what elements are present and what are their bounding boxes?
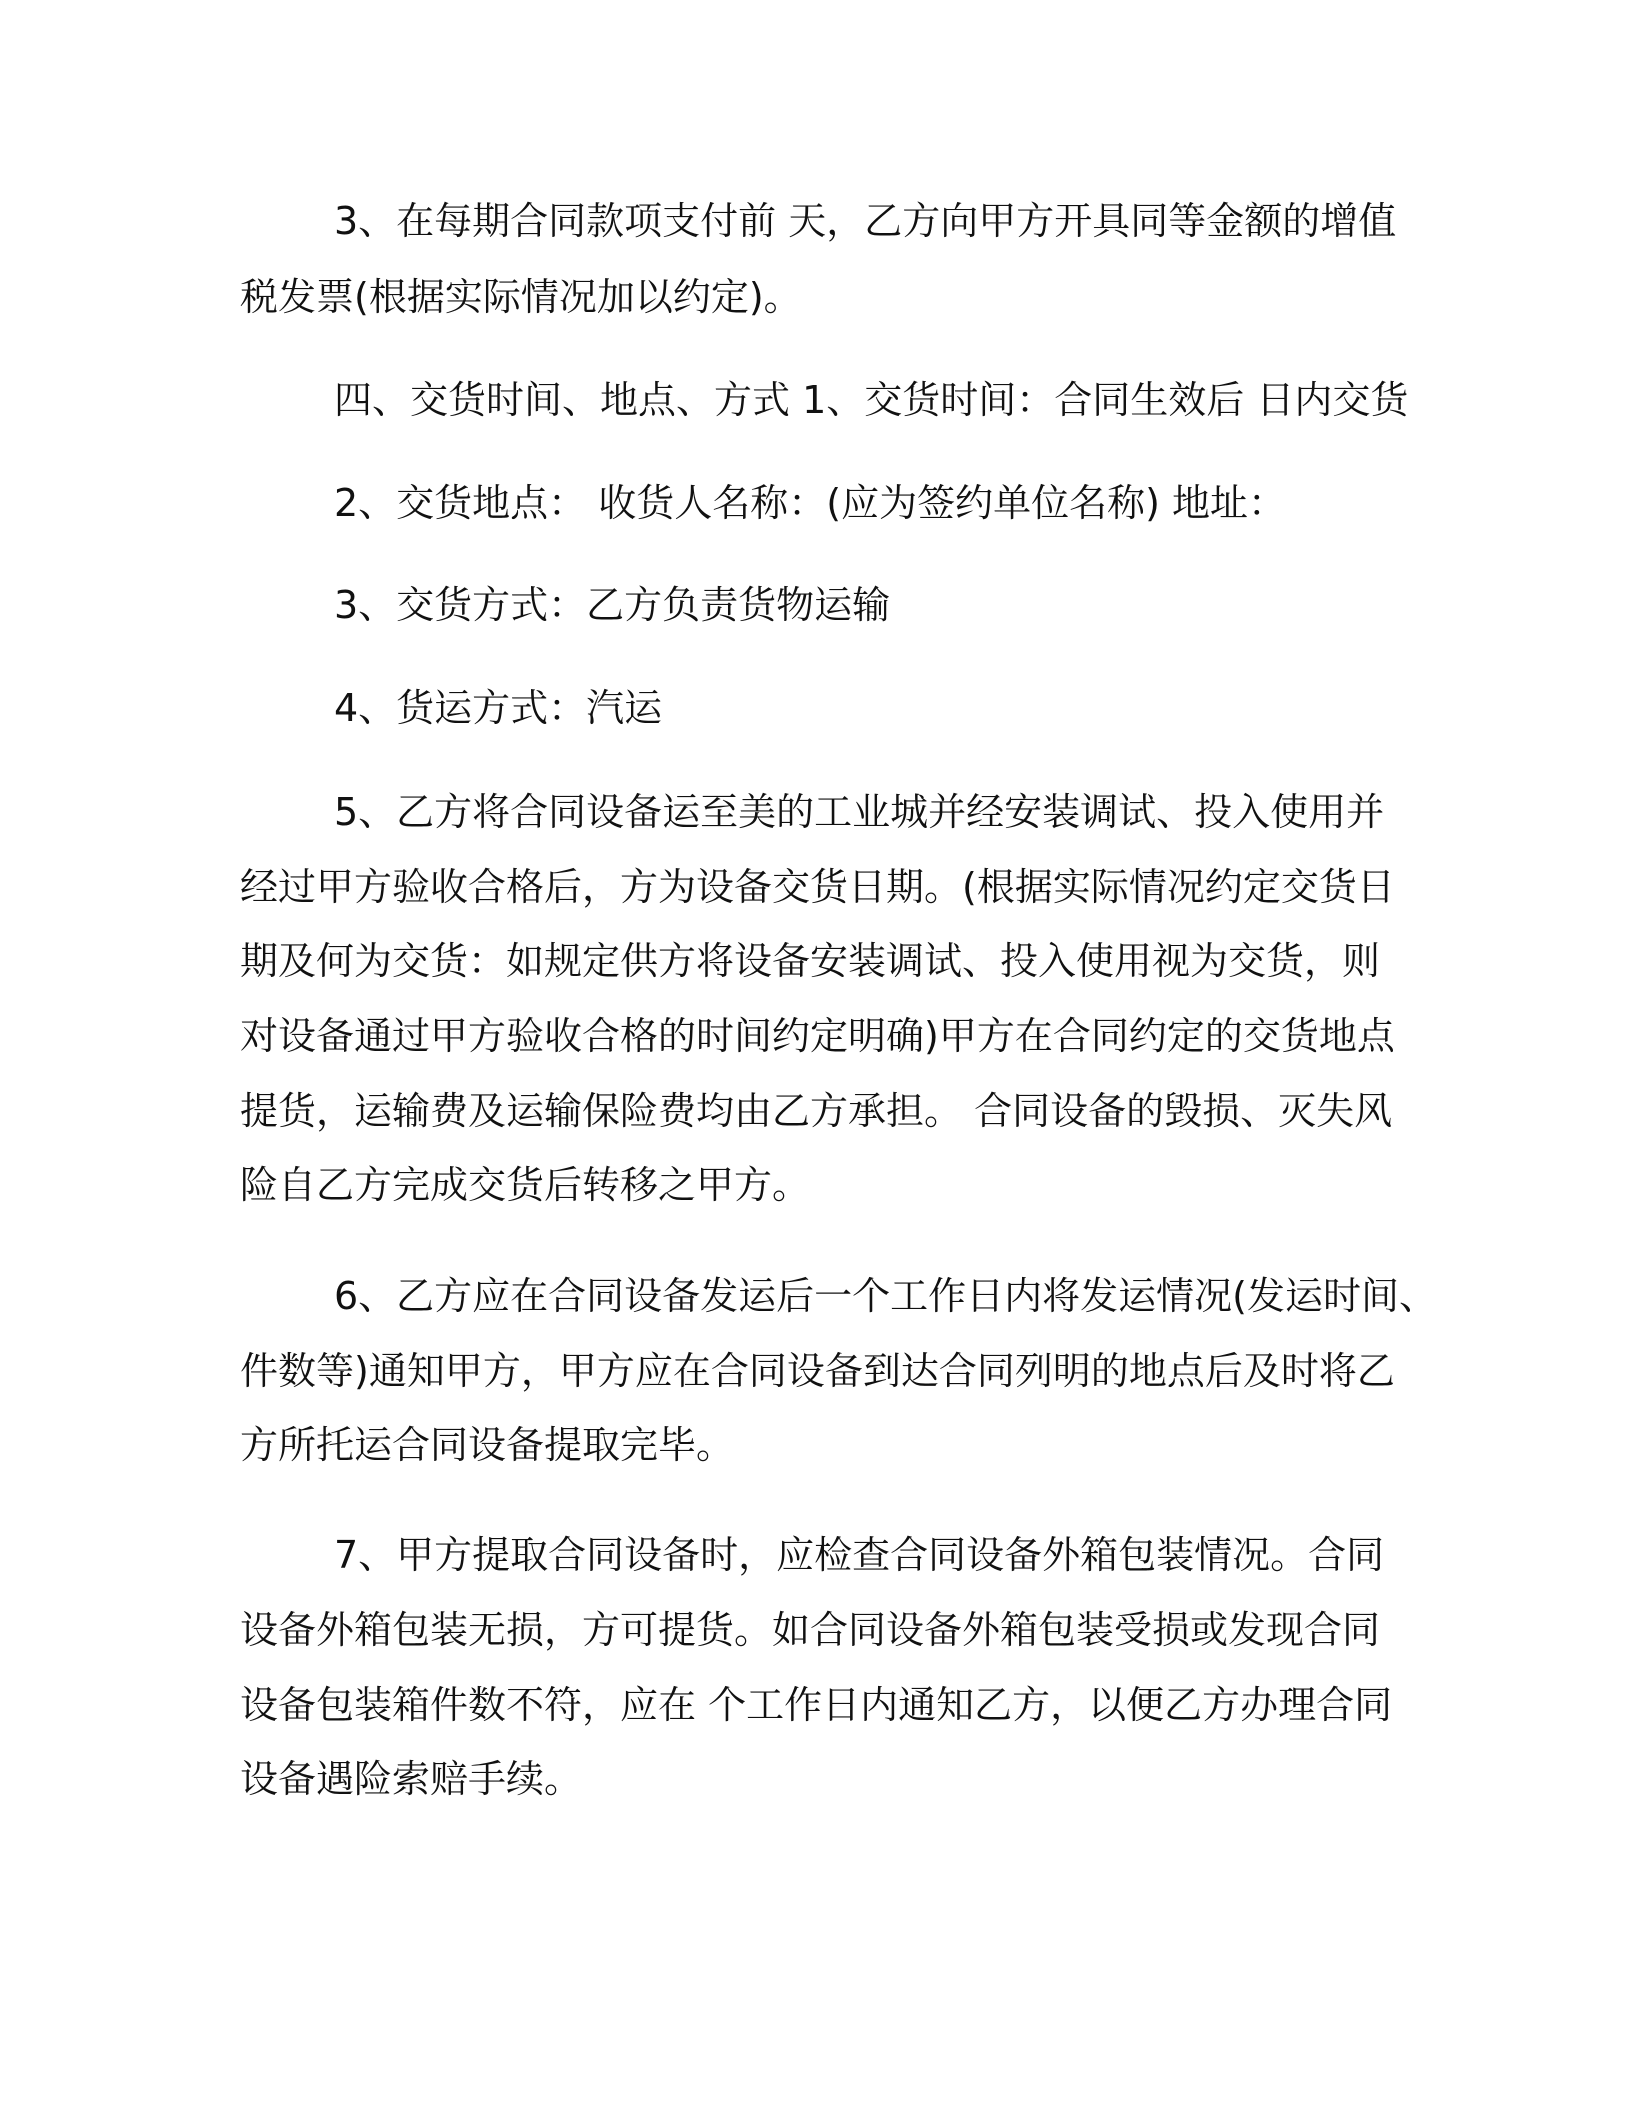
paragraph-line: 5、乙方将合同设备运至美的工业城并经安装调试、投入使用并 bbox=[334, 790, 1385, 834]
paragraph-line: 7、甲方提取合同设备时，应检查合同设备外箱包装情况。合同 bbox=[334, 1533, 1385, 1577]
paragraph-line: 4、货运方式：汽运 bbox=[334, 686, 663, 730]
paragraph-line: 3、在每期合同款项支付前 天，乙方向甲方开具同等金额的增值 bbox=[334, 199, 1397, 243]
paragraph-line: 设备遇险索赔手续。 bbox=[240, 1757, 583, 1801]
paragraph-line: 提货，运输费及运输保险费均由乙方承担。 合同设备的毁损、灭失风 bbox=[240, 1089, 1393, 1133]
paragraph-line: 期及何为交货：如规定供方将设备安装调试、投入使用视为交货，则 bbox=[240, 939, 1381, 983]
paragraph-line: 税发票(根据实际情况加以约定)。 bbox=[240, 275, 802, 319]
paragraph-line: 设备包装箱件数不符，应在 个工作日内通知乙方，以便乙方办理合同 bbox=[240, 1683, 1393, 1727]
paragraph-line: 对设备通过甲方验收合格的时间约定明确)甲方在合同约定的交货地点 bbox=[240, 1014, 1395, 1058]
paragraph-line: 2、交货地点： 收货人名称：(应为签约单位名称) 地址： bbox=[334, 481, 1286, 525]
section-heading-line: 四、交货时间、地点、方式 1、交货时间：合同生效后 日内交货 bbox=[334, 378, 1409, 422]
paragraph-line: 设备外箱包装无损，方可提货。如合同设备外箱包装受损或发现合同 bbox=[240, 1608, 1381, 1652]
paragraph-line: 方所托运合同设备提取完毕。 bbox=[240, 1423, 735, 1467]
paragraph-line: 3、交货方式：乙方负责货物运输 bbox=[334, 583, 891, 627]
paragraph-line: 经过甲方验收合格后，方为设备交货日期。(根据实际情况约定交货日 bbox=[240, 865, 1395, 909]
paragraph-line: 件数等)通知甲方，甲方应在合同设备到达合同列明的地点后及时将乙 bbox=[240, 1349, 1395, 1393]
paragraph-line: 6、乙方应在合同设备发运后一个工作日内将发运情况(发运时间、 bbox=[334, 1274, 1438, 1318]
paragraph-line: 险自乙方完成交货后转移之甲方。 bbox=[240, 1163, 811, 1207]
